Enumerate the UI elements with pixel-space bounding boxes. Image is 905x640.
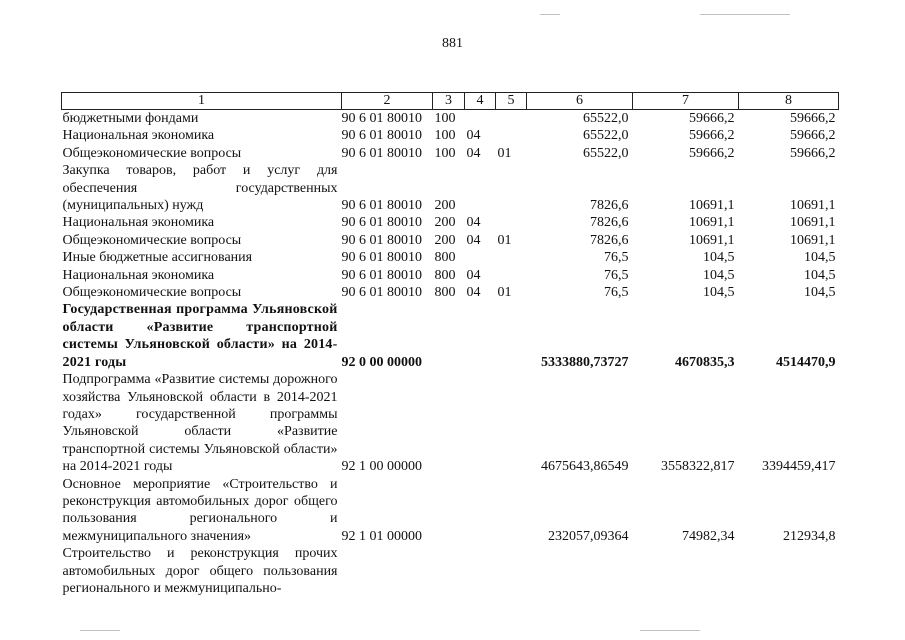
row-amount-col8: 104,5 (804, 285, 836, 301)
row-expense-type: 200 (434, 215, 456, 231)
table-row (62, 145, 839, 162)
row-subsection (496, 545, 527, 597)
row-expense-type: 200 (434, 232, 456, 248)
table-row (62, 545, 839, 597)
table-row (62, 214, 839, 231)
row-expense-type: 100 (434, 128, 456, 144)
row-subsection (496, 110, 527, 128)
row-amount-col6: 7826,6 (590, 215, 629, 231)
row-amount-col7: 104,5 (703, 285, 735, 301)
header-col-2: 2 (342, 93, 433, 110)
row-amount-col8: 10691,1 (790, 198, 836, 214)
row-amount-col8: 10691,1 (790, 232, 836, 248)
row-section (465, 110, 496, 128)
row-amount-col7: 10691,1 (689, 198, 735, 214)
row-amount-col6: 76,5 (604, 267, 629, 283)
row-expense-type: 200 (434, 198, 456, 214)
budget-table (61, 92, 839, 597)
row-name: Подпрограмма «Развитие системы дорожного хозяйства Ульяновской области в 2014-2021 годах» государственной программы Ульяновской области «Развитие транспортной системы Ульяновской области» на 2014-2021 годы (62, 372, 338, 475)
table-body (62, 110, 839, 598)
row-section: 04 (466, 232, 481, 248)
row-target-code: 90 6 01 80010 (341, 145, 422, 161)
row-amount-col7: 59666,2 (689, 128, 735, 144)
row-subsection (496, 476, 527, 546)
row-amount-col8: 59666,2 (790, 145, 836, 161)
row-target-code: 90 6 01 80010 (341, 198, 422, 214)
row-amount-col7 (633, 545, 739, 597)
row-name: Общеэкономические вопросы (62, 145, 242, 161)
row-subsection: 01 (497, 145, 512, 161)
row-name: Национальная экономика (62, 215, 215, 231)
header-row (62, 93, 839, 110)
row-amount-col7: 59666,2 (689, 111, 735, 126)
row-expense-type (433, 476, 465, 546)
row-section: 04 (466, 145, 481, 161)
row-expense-type (433, 371, 465, 475)
row-amount-col6: 65522,0 (583, 145, 629, 161)
row-amount-col8 (739, 545, 839, 597)
row-amount-col6 (527, 545, 633, 597)
header-col-7: 7 (633, 93, 739, 110)
row-amount-col6: 65522,0 (583, 128, 629, 144)
row-expense-type (433, 301, 465, 371)
row-amount-col8: 59666,2 (790, 128, 836, 144)
table-row (62, 232, 839, 249)
row-section (465, 301, 496, 371)
row-amount-col8: 3394459,417 (762, 459, 836, 475)
table-row (62, 301, 839, 371)
row-subsection (496, 249, 527, 266)
row-section (465, 249, 496, 266)
row-subsection (496, 127, 527, 144)
row-section (465, 371, 496, 475)
row-target-code: 92 0 00 00000 (341, 354, 422, 370)
table-row (62, 267, 839, 284)
row-expense-type: 100 (434, 145, 456, 161)
row-amount-col6: 5333880,73727 (541, 354, 629, 370)
row-name: Национальная экономика (62, 128, 215, 144)
row-amount-col6: 76,5 (604, 285, 629, 301)
row-section: 04 (466, 285, 481, 301)
table-row (62, 284, 839, 301)
row-subsection: 01 (497, 232, 512, 248)
row-subsection: 01 (497, 285, 512, 301)
row-section (465, 476, 496, 546)
row-target-code: 90 6 01 80010 (341, 128, 422, 144)
row-expense-type: 100 (434, 111, 456, 126)
table-header (62, 93, 839, 110)
row-expense-type: 800 (434, 250, 456, 266)
row-name: Общеэкономические вопросы (62, 232, 242, 248)
row-target-code: 90 6 01 80010 (341, 267, 422, 283)
table-row (62, 371, 839, 475)
row-amount-col7: 104,5 (703, 250, 735, 266)
table-row (62, 476, 839, 546)
header-col-5: 5 (496, 93, 527, 110)
row-amount-col8: 104,5 (804, 267, 836, 283)
row-section: 04 (466, 128, 481, 144)
row-amount-col6: 7826,6 (590, 198, 629, 214)
row-expense-type (433, 545, 465, 597)
row-subsection (496, 214, 527, 231)
header-col-6: 6 (527, 93, 633, 110)
row-amount-col8: 10691,1 (790, 215, 836, 231)
table-row (62, 249, 839, 266)
row-amount-col6: 7826,6 (590, 232, 629, 248)
row-subsection (496, 371, 527, 475)
row-target-code: 92 1 01 00000 (341, 528, 422, 544)
row-name: Общеэкономические вопросы (62, 285, 242, 301)
row-subsection (496, 267, 527, 284)
row-amount-col7: 4670835,3 (675, 354, 735, 370)
table-row (62, 127, 839, 144)
row-name: Национальная экономика (62, 267, 215, 283)
row-amount-col7: 59666,2 (689, 145, 735, 161)
row-target-code: 90 6 01 80010 (341, 111, 422, 126)
row-section (465, 162, 496, 214)
row-amount-col6: 65522,0 (583, 111, 629, 126)
row-section (465, 545, 496, 597)
row-target-code: 90 6 01 80010 (341, 215, 422, 231)
header-col-3: 3 (433, 93, 465, 110)
header-col-8: 8 (739, 93, 839, 110)
row-amount-col8: 212934,8 (783, 528, 836, 544)
row-expense-type: 800 (434, 267, 456, 283)
table-row (62, 110, 839, 128)
row-name: Иные бюджетные ассигнования (62, 250, 253, 266)
row-name: Основное мероприятие «Строительство и реконструкция автомобильных дорог общего пользования регионального и межмуниципального значения» (62, 476, 338, 544)
row-amount-col6: 76,5 (604, 250, 629, 266)
row-amount-col7: 74982,34 (682, 528, 735, 544)
row-target-code (342, 545, 433, 597)
row-amount-col8: 59666,2 (790, 111, 836, 126)
row-target-code: 90 6 01 80010 (341, 232, 422, 248)
row-target-code: 92 1 00 00000 (341, 459, 422, 475)
row-amount-col7: 104,5 (703, 267, 735, 283)
row-name: бюджетными фондами (62, 111, 199, 126)
header-col-1: 1 (62, 93, 342, 110)
page-number: 881 (442, 36, 463, 51)
row-amount-col7: 10691,1 (689, 232, 735, 248)
row-expense-type: 800 (434, 285, 456, 301)
row-amount-col6: 4675643,86549 (541, 459, 629, 475)
table-row (62, 162, 839, 214)
row-subsection (496, 162, 527, 214)
row-name: Государственная программа Ульяновской области «Развитие транспортной системы Ульяновской области» на 2014-2021 годы (62, 302, 338, 370)
row-section: 04 (466, 215, 481, 231)
row-name: Закупка товаров, работ и услуг для обеспечения государственных (муниципальных) нужд (62, 163, 338, 214)
row-target-code: 90 6 01 80010 (341, 250, 422, 266)
row-amount-col7: 3558322,817 (661, 459, 735, 475)
row-amount-col8: 4514470,9 (776, 354, 836, 370)
row-name: Строительство и реконструкция прочих автомобильных дорог общего пользования регионального и межмуниципально- (62, 546, 338, 596)
row-amount-col6: 232057,09364 (548, 528, 629, 544)
row-subsection (496, 301, 527, 371)
row-target-code: 90 6 01 80010 (341, 285, 422, 301)
row-section: 04 (466, 267, 481, 283)
row-amount-col7: 10691,1 (689, 215, 735, 231)
header-col-4: 4 (465, 93, 496, 110)
row-amount-col8: 104,5 (804, 250, 836, 266)
